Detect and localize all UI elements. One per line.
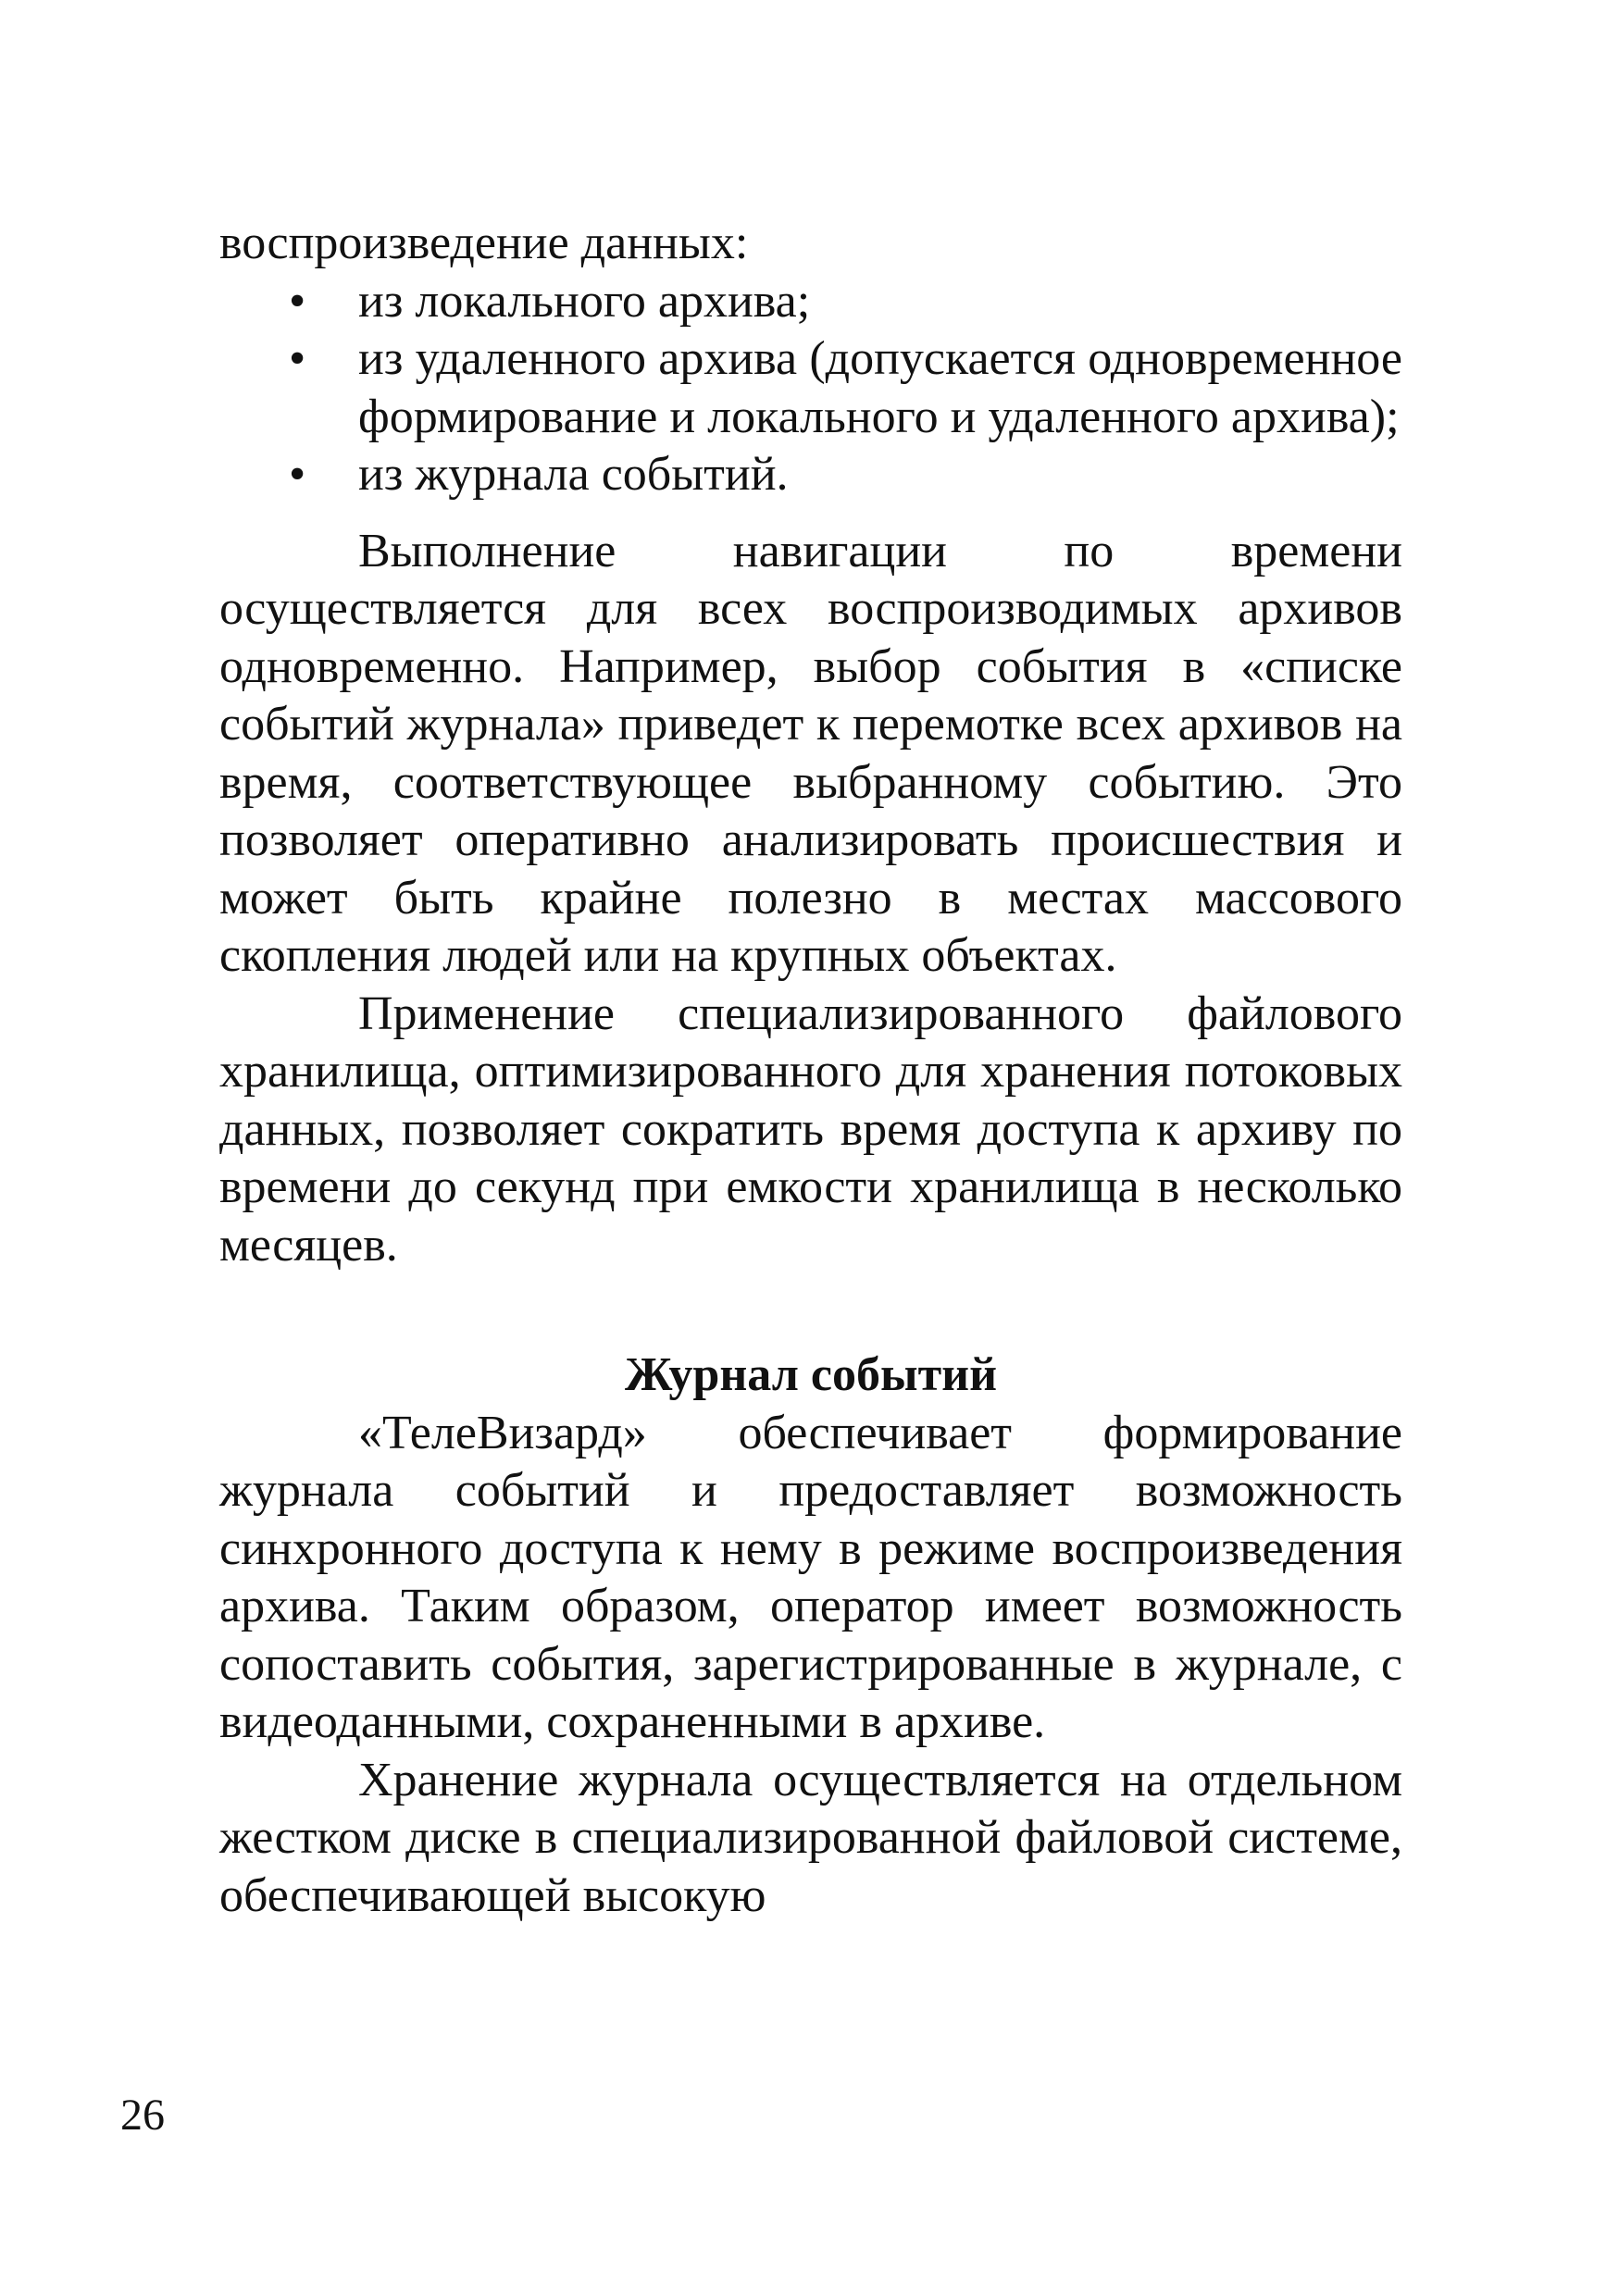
bullet-list: [219, 273, 1402, 504]
bullet-icon: •: [289, 448, 306, 501]
section-heading: Журнал событий: [624, 1348, 998, 1401]
bullet-item: [219, 446, 1402, 504]
bullet-text: из локального архива;: [358, 274, 811, 328]
page-body: [219, 215, 1402, 1925]
bullet-item: [219, 273, 1402, 331]
page-number: 26: [120, 2091, 165, 2140]
bullet-item: [219, 330, 1402, 446]
paragraph-event-log: «ТелеВизард» обеспечивает формирование журнала событий и предоставляет возможность синхронного доступа к нему в режиме воспроизведения архива. Таким образом, оператор имеет возможность сопоставить события, зарегистрированные в журнале, с видеоданными, сохраненными в архиве.: [219, 1406, 1402, 1748]
bullet-icon: •: [289, 332, 306, 385]
lead-line: воспроизведение данных:: [219, 217, 749, 269]
paragraph-navigation: Выполнение навигации по времени осуществляется для всех воспроизводимых архивов одновременно. Например, выбор события в «списке событий журнала» приведет к перемотке всех архивов на время, соответствующее выбранному событию. Это позволяет оперативно анализировать происшествия и может быть крайне полезно в местах массового скопления людей или на крупных объектах.: [219, 524, 1402, 982]
bullet-text: из журнала событий.: [358, 448, 789, 501]
paragraph-log-storage: Хранение журнала осуществляется на отдельном жестком диске в специализированной файловой системе, обеспечивающей высокую: [219, 1753, 1402, 1922]
bullet-icon: •: [289, 274, 306, 328]
paragraph-storage: Применение специализированного файлового хранилища, оптимизированного для хранения потоковых данных, позволяет сократить время доступа к архиву по времени до секунд при емкости хранилища в несколько месяцев.: [219, 987, 1402, 1272]
bullet-text: из удаленного архива (допускается одновременное формирование и локального и удаленного архива);: [358, 332, 1402, 443]
